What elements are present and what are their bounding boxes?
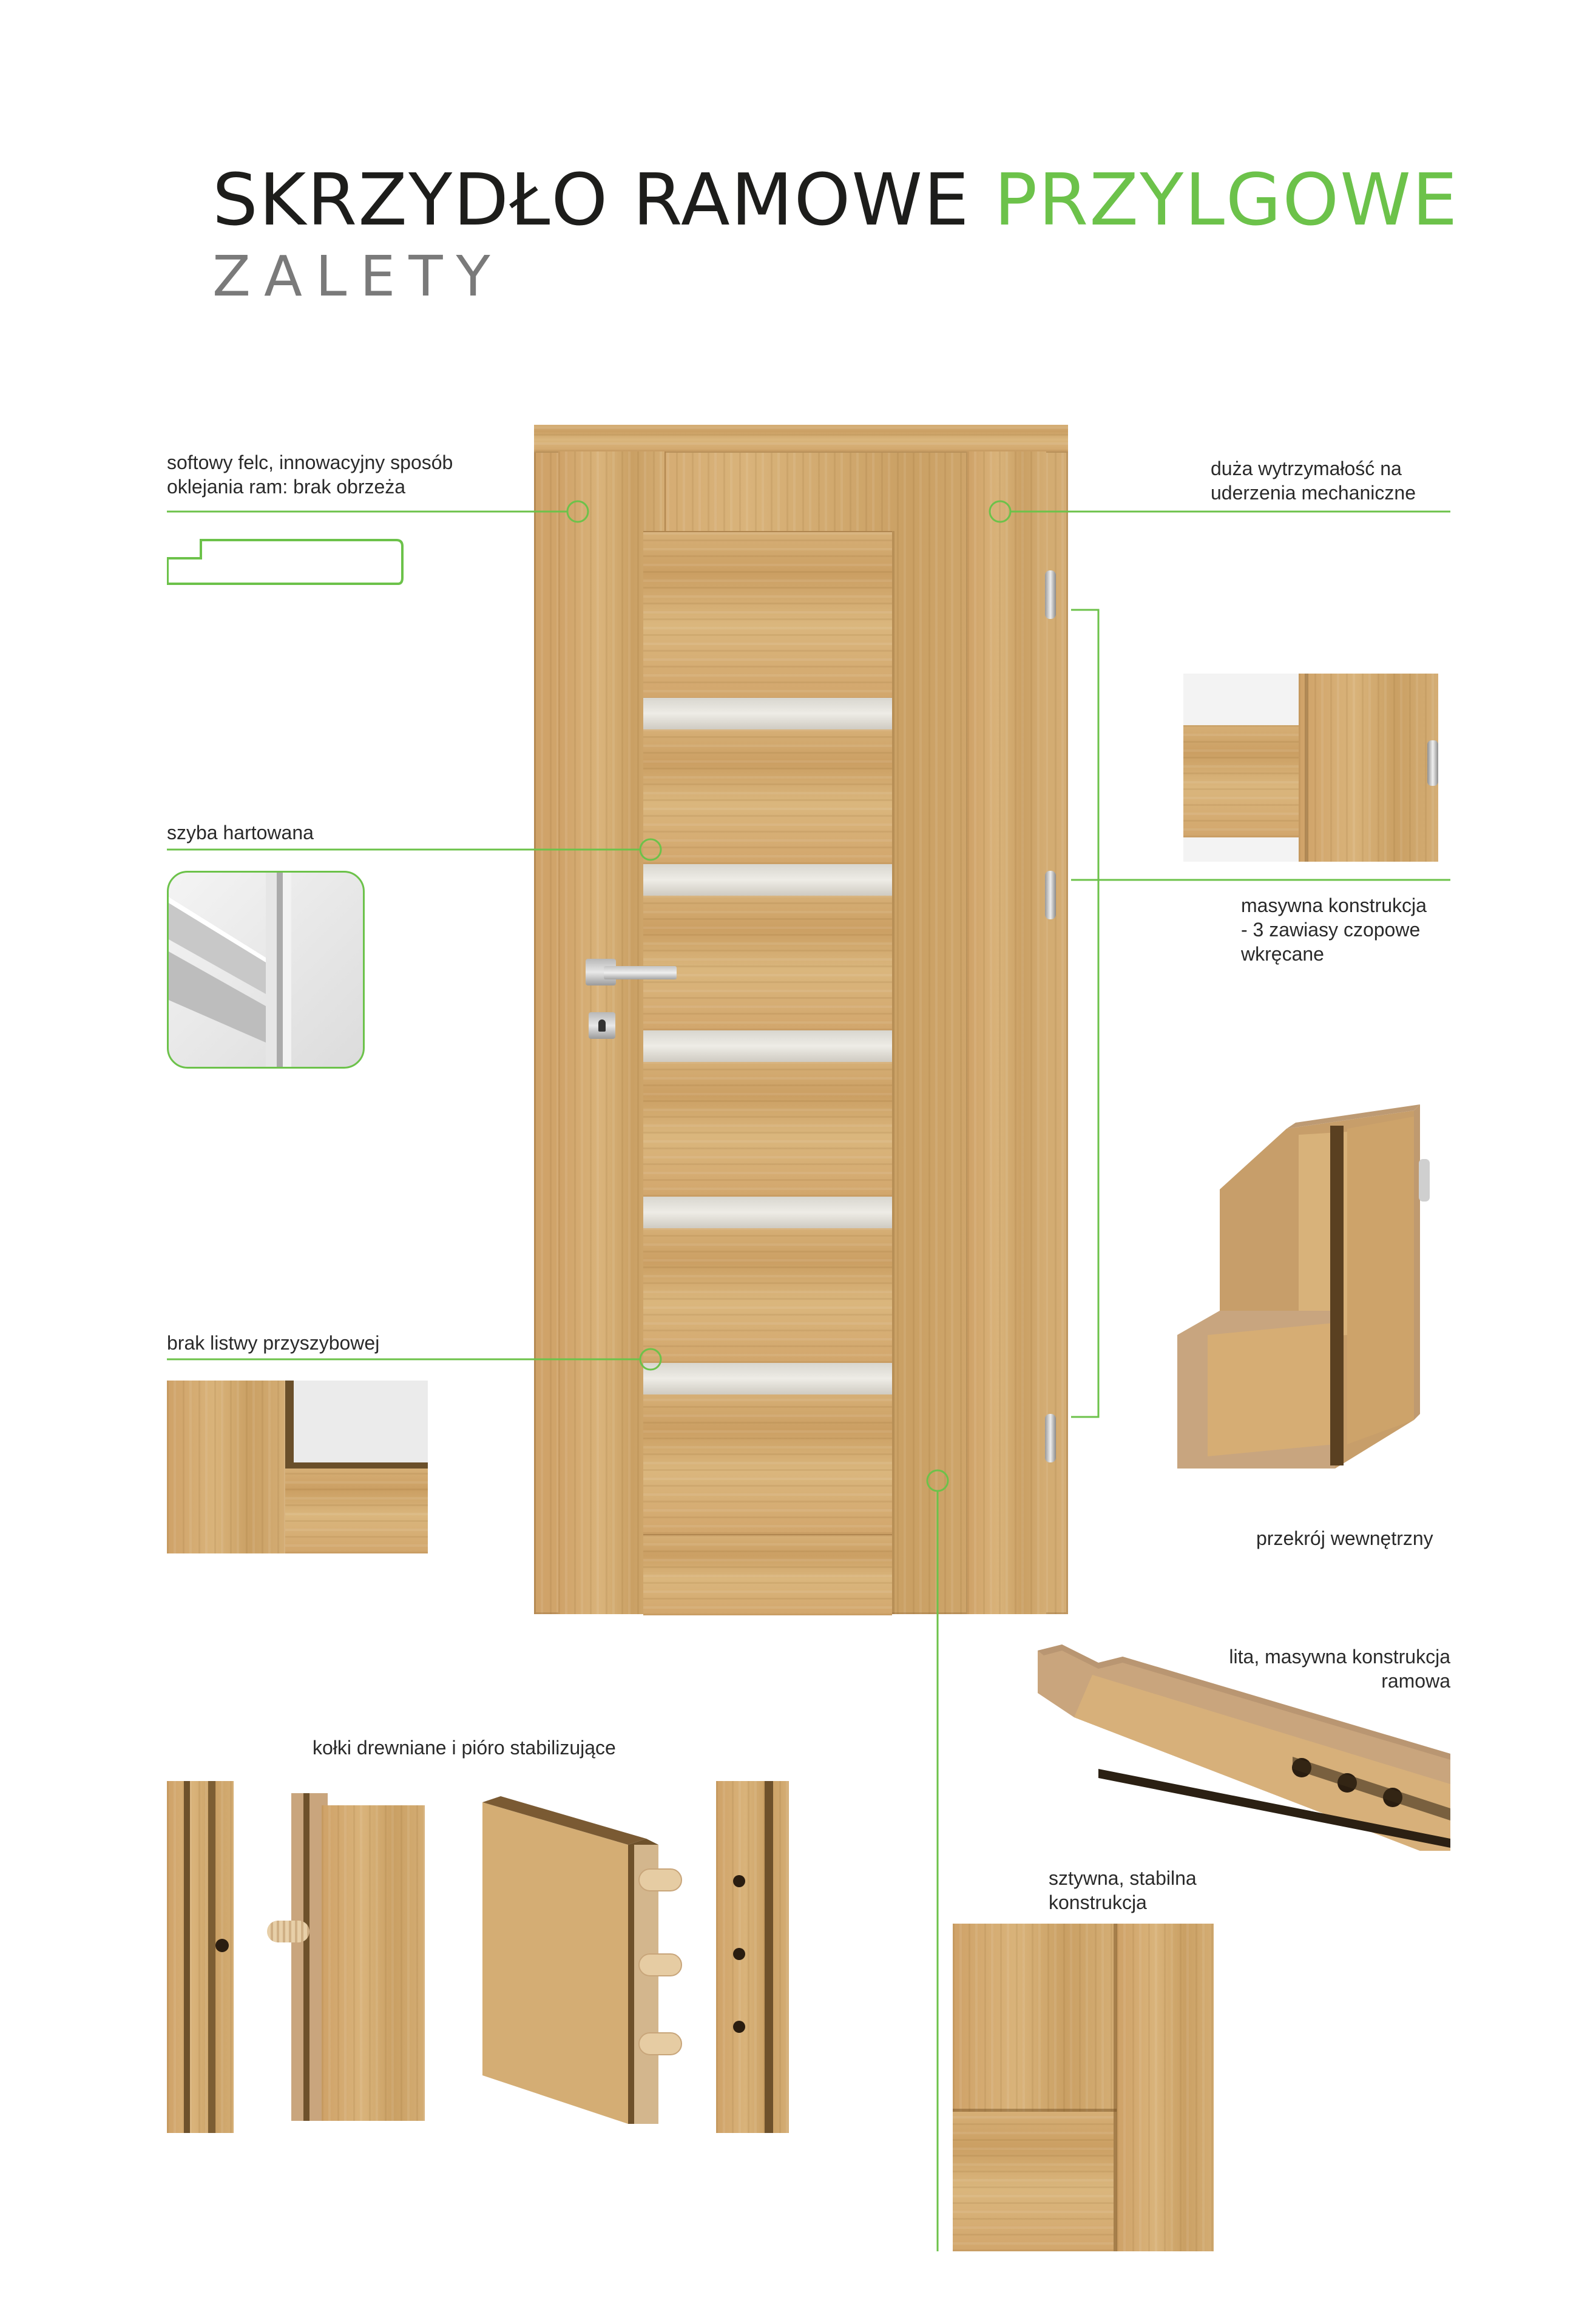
title-accent: PRZYLGOWE [994,158,1459,242]
label-brak-listwy: brak listwy przyszybowej [167,1332,380,1354]
label-duza-line1: duża wytrzymałość na [1211,458,1402,479]
label-masywna-line3: wkręcane [1241,943,1324,965]
label-sztywna-line2: konstrukcja [1049,1891,1147,1913]
no-glazing-bead-image [167,1381,428,1553]
label-softowy-line2: oklejania ram: brak obrzeża [167,476,406,498]
page-subtitle: ZALETY [212,244,504,309]
cross-section-image [1171,1104,1450,1493]
label-przekroj: przekrój wewnętrzny [1256,1527,1433,1549]
rigid-corner-image [953,1924,1214,2251]
label-softowy-line1: softowy felc, innowacyjny sposób [167,451,453,473]
label-kolki: kołki drewniane i pióro stabilizujące [313,1737,616,1759]
label-szyba: szyba hartowana [167,822,314,843]
label-lita [1195,1644,1450,1693]
dowels-image-1 [167,1781,234,2133]
title-main: SKRZYDŁO RAMOWE [212,158,970,242]
label-masywna [1241,893,1427,966]
label-lita-line1: lita, masywna konstrukcja [1229,1646,1450,1668]
hinge-detail-image [1183,674,1438,862]
felc-profile-icon [167,534,404,589]
label-masywna-line2: - 3 zawiasy czopowe [1241,919,1421,941]
dowels-image-4 [716,1781,789,2133]
dowels-image-2 [267,1793,425,2121]
label-lita-line2: ramowa [1381,1670,1450,1692]
dowels-image-3 [482,1796,689,2124]
label-masywna-line1: masywna konstrukcja [1241,894,1427,916]
label-sztywna-line1: sztywna, stabilna [1049,1867,1197,1889]
label-duza-line2: uderzenia mechaniczne [1211,482,1416,504]
label-sztywna [1049,1866,1197,1915]
label-duza-wytrzymalosc [1211,456,1416,505]
label-softowy-felc [167,450,453,499]
glass-detail-image [167,871,365,1069]
